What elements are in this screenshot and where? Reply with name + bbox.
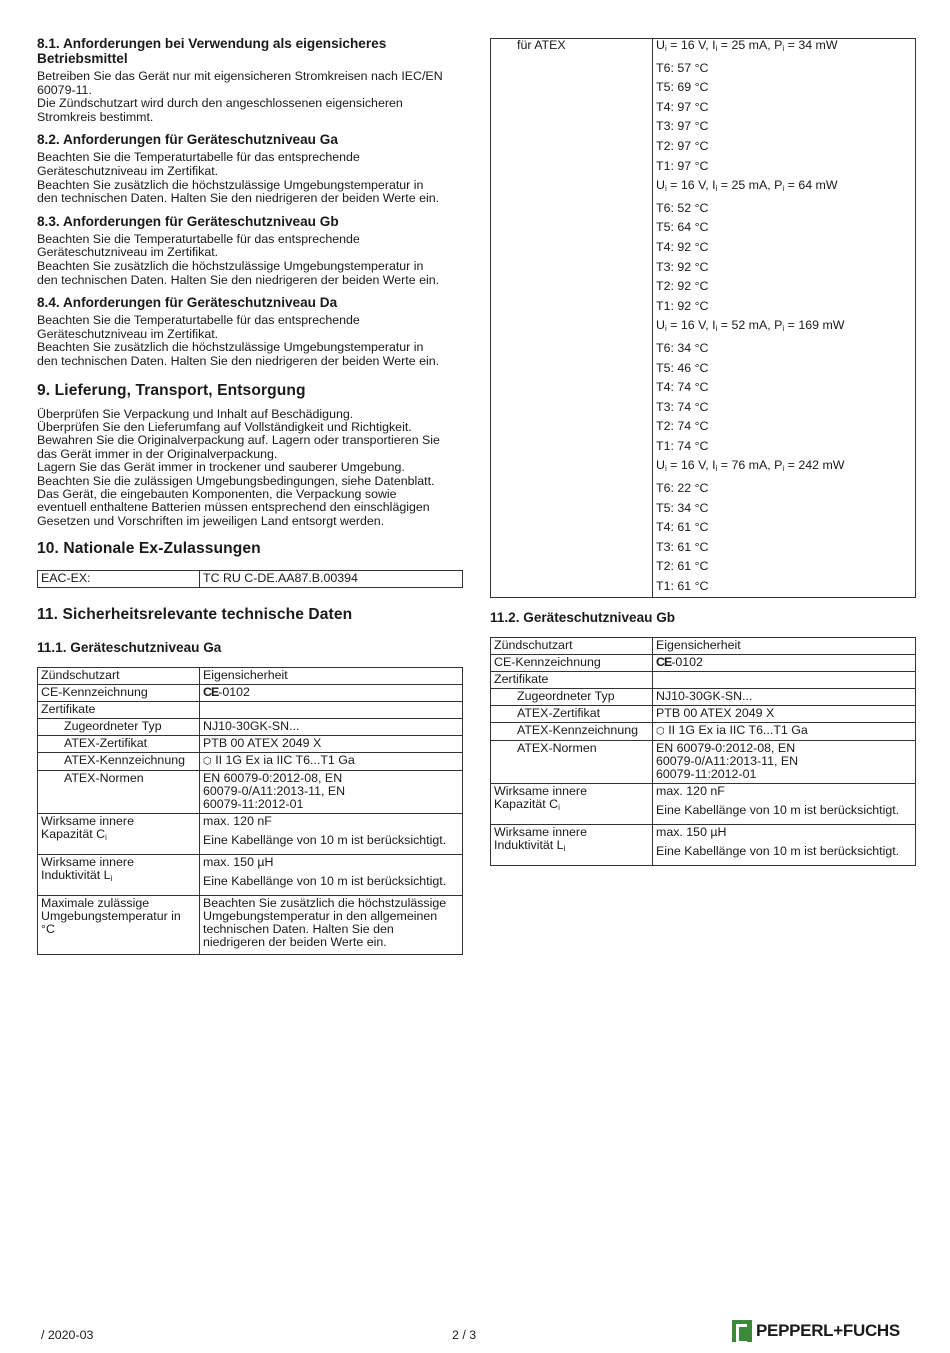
text-line: max. 150 µH (656, 824, 727, 839)
table-row (491, 258, 916, 278)
text-line: Geräteschutzniveau im Zertifikat. (37, 245, 219, 260)
table-row (491, 637, 916, 654)
table-cell (491, 59, 653, 79)
text: Induktivität L (494, 837, 564, 852)
table-row (491, 359, 916, 379)
text-line: Eine Kabellänge von 10 m ist berücksichtigt. (656, 802, 900, 817)
brand-logo (732, 1320, 900, 1342)
text-line (494, 839, 648, 855)
atex-temperature-table (490, 38, 916, 598)
table-row (38, 702, 463, 719)
text-line: Geräteschutzniveau im Zertifikat. (37, 326, 219, 341)
text-line: Die Zündschutzart wird durch den angeschlossenen eigensicheren (37, 96, 403, 111)
section-8-4 (37, 295, 463, 368)
table-cell: T5: 64 °C (653, 218, 916, 238)
table-row (491, 722, 916, 740)
section-8-1-title-line-2: Betriebsmittel (37, 51, 128, 66)
table-cell: Zertifikate (491, 671, 653, 688)
text-line: Stromkreis bestimmt. (37, 109, 154, 124)
text-line: Wirksame innere (494, 783, 587, 798)
section-10-title: 10. Nationale Ex-Zulassungen (37, 540, 261, 558)
table-cell (491, 176, 653, 199)
table-cell (653, 654, 916, 671)
table-row (491, 117, 916, 137)
table-row (38, 855, 463, 896)
table-cell (491, 783, 653, 824)
table-cell: T1: 61 °C (653, 577, 916, 597)
paragraph (37, 233, 463, 287)
table-cell: T4: 92 °C (653, 238, 916, 258)
text-line: 60079-11. (37, 82, 92, 97)
text-line: niedrigeren der beiden Werte ein. (203, 935, 387, 950)
table-cell: $U_i = 16$ V, $I_i = 52$ mA, $P_i = 169$ mW (653, 316, 916, 339)
table-cell (491, 479, 653, 499)
table-cell (38, 855, 200, 896)
brand-name: PEPPERL+FUCHS (756, 1321, 900, 1340)
ga-table (37, 667, 463, 955)
table-cell: T3: 74 °C (653, 398, 916, 418)
table-cell: ATEX-Kennzeichnung (491, 722, 653, 740)
text-line: Beachten Sie zusätzlich die höchstzulässige Umgebungstemperatur in (37, 340, 424, 355)
table-cell (491, 117, 653, 137)
table-row (38, 771, 463, 814)
table-row (491, 218, 916, 238)
table-cell (491, 417, 653, 437)
ex-approval-table (37, 570, 463, 588)
table-cell: T4: 74 °C (653, 378, 916, 398)
text-line: Wirksame innere (41, 855, 134, 870)
table-row (491, 59, 916, 79)
section-8-1 (37, 36, 463, 124)
footer-page-number: 2 / 3 (452, 1328, 477, 1342)
text-line: den technischen Daten. Halten Sie den niedrigeren der beiden Werte ein. (37, 191, 440, 206)
table-row (491, 479, 916, 499)
table-cell (653, 783, 916, 824)
table-cell: PTB 00 ATEX 2049 X (200, 736, 463, 753)
section-8-3 (37, 214, 463, 287)
table-row (491, 740, 916, 783)
table-cell: T6: 57 °C (653, 59, 916, 79)
atex-marking: II 1G Ex ia IIC T6...T1 Ga (215, 753, 355, 768)
table-cell: T2: 92 °C (653, 277, 916, 297)
section-10 (37, 540, 463, 588)
ex-hexagon-icon: ⬡ (203, 756, 212, 768)
paragraph (37, 408, 463, 529)
text-line: Bewahren Sie die Originalverpackung auf. Lagern oder transportieren Sie (37, 433, 440, 448)
table-cell: ATEX-Zertifikat (38, 736, 200, 753)
table-cell: $U_i = 16$ V, $I_i = 25$ mA, $P_i = 34$ mW (653, 39, 916, 59)
section-9 (37, 382, 463, 529)
table-row (38, 814, 463, 855)
text: Induktivität L (41, 868, 111, 883)
text-line: Geräteschutzniveau im Zertifikat. (37, 163, 219, 178)
text-line: EN 60079-0:2012-08, EN (203, 771, 343, 786)
text: Kapazität C (494, 796, 559, 811)
table-cell: NJ10-30GK-SN... (653, 688, 916, 705)
table-row (491, 316, 916, 339)
table-cell (491, 499, 653, 519)
table-cell: T6: 52 °C (653, 199, 916, 219)
table-cell: ATEX-Normen (491, 740, 653, 783)
table-cell (38, 814, 200, 855)
text-line: 60079-0/A11:2013-11, EN (203, 784, 346, 799)
text-line: Beachten Sie zusätzlich die höchstzulässige Umgebungstemperatur in (37, 177, 424, 192)
table-cell: ATEX-Normen (38, 771, 200, 814)
table-row (491, 277, 916, 297)
table-row (491, 417, 916, 437)
table-cell (491, 518, 653, 538)
table-row (38, 896, 463, 955)
table-cell (200, 896, 463, 955)
text-line: Beachten Sie die zulässigen Umgebungsbedingungen, siehe Datenblatt. (37, 473, 435, 488)
table-cell: T2: 74 °C (653, 417, 916, 437)
text-line: Beachten Sie die Temperaturtabelle für das entsprechende (37, 313, 360, 328)
table-cell (491, 238, 653, 258)
table-row (38, 685, 463, 702)
table-cell: T5: 69 °C (653, 78, 916, 98)
footer-date: / 2020-03 (41, 1328, 94, 1342)
table-row (38, 668, 463, 685)
table-cell: CE-Kennzeichnung (38, 685, 200, 702)
table-cell (200, 702, 463, 719)
atex-marking: II 1G Ex ia IIC T6...T1 Ga (668, 722, 808, 737)
text-line: EN 60079-0:2012-08, EN (656, 740, 796, 755)
table-cell (491, 398, 653, 418)
table-cell: T4: 97 °C (653, 98, 916, 118)
subscript: i (563, 843, 566, 853)
table-cell: $U_i = 16$ V, $I_i = 25$ mA, $P_i = 64$ mW (653, 176, 916, 199)
table-cell (491, 557, 653, 577)
text: Kapazität C (41, 827, 106, 842)
text-line: Eine Kabellänge von 10 m ist berücksichtigt. (203, 874, 447, 889)
table-cell: Zugeordneter Typ (491, 688, 653, 705)
table-cell (491, 378, 653, 398)
table-cell: Zündschutzart (491, 637, 653, 654)
table-cell (491, 218, 653, 238)
ce-mark-icon: CE (656, 654, 672, 669)
text-line: Beachten Sie zusätzlich die höchstzulässige Umgebungstemperatur in (37, 258, 424, 273)
gb-table (490, 637, 916, 866)
table-cell (200, 771, 463, 814)
text-line: Gesetzen und Vorschriften im jeweiligen Land entsorgt werden. (37, 513, 385, 528)
text-line: den technischen Daten. Halten Sie den niedrigeren der beiden Werte ein. (37, 272, 440, 287)
table-cell: Zertifikate (38, 702, 200, 719)
table-row (491, 157, 916, 177)
table-cell (491, 437, 653, 457)
text-line: eventuell enthaltene Batterien müssen entsprechend den einschlägigen (37, 500, 430, 515)
text-line: Umgebungstemperatur in (41, 909, 181, 924)
table-cell: T5: 34 °C (653, 499, 916, 519)
table-cell (491, 78, 653, 98)
text-line: Betreiben Sie das Gerät nur mit eigensicheren Stromkreisen nach IEC/EN (37, 69, 443, 83)
table-cell: $U_i = 16$ V, $I_i = 76$ mA, $P_i = 242$ mW (653, 456, 916, 479)
left-column (37, 36, 463, 955)
table-cell (200, 814, 463, 855)
table-row (38, 719, 463, 736)
table-cell (653, 740, 916, 783)
table-cell: T3: 92 °C (653, 258, 916, 278)
section-8-3-title: 8.3. Anforderungen für Geräteschutzniveau Gb (37, 213, 339, 229)
text-line: max. 120 nF (656, 783, 725, 798)
text-line: max. 150 µH (203, 855, 274, 870)
table-row (38, 753, 463, 771)
table-cell (653, 824, 916, 865)
table-cell (491, 577, 653, 597)
paragraph (37, 70, 463, 124)
table-row (491, 238, 916, 258)
text-line: 60079-11:2012-01 (656, 766, 757, 781)
table-cell (491, 157, 653, 177)
text-line: Beachten Sie zusätzlich die höchstzulässige (203, 896, 447, 911)
table-row (491, 437, 916, 457)
table-cell: T6: 34 °C (653, 339, 916, 359)
table-cell: ATEX-Kennzeichnung (38, 753, 200, 771)
table-cell (200, 753, 463, 771)
section-11-2-title: 11.2. Geräteschutzniveau Gb (490, 609, 676, 625)
table-cell: T1: 92 °C (653, 297, 916, 317)
table-row (491, 339, 916, 359)
text-line (494, 798, 648, 814)
text-line: 60079-0/A11:2013-11, EN (656, 753, 799, 768)
text-line: Überprüfen Sie den Lieferumfang auf Vollständigkeit und Richtigkeit. (37, 419, 412, 434)
table-cell (491, 824, 653, 865)
text-line: Wirksame innere (494, 824, 587, 839)
table-row (491, 98, 916, 118)
table-cell (38, 896, 200, 955)
table-row (491, 783, 916, 824)
table-cell (653, 722, 916, 740)
table-cell (200, 855, 463, 896)
table-cell: T6: 22 °C (653, 479, 916, 499)
text-line: 60079-11:2012-01 (203, 797, 304, 812)
text-line: das Gerät immer in der Originalverpackung. (37, 446, 278, 461)
section-11-title: 11. Sicherheitsrelevante technische Daten (37, 606, 353, 624)
table-cell: CE-Kennzeichnung (491, 654, 653, 671)
text-line: Beachten Sie die Temperaturtabelle für das entsprechende (37, 231, 360, 246)
table-row (491, 577, 916, 597)
text-line: Eine Kabellänge von 10 m ist berücksichtigt. (203, 833, 447, 848)
text-line (41, 828, 195, 844)
table-cell: für ATEX (491, 39, 653, 59)
table-cell (491, 199, 653, 219)
table-cell (491, 277, 653, 297)
section-11-1-title: 11.1. Geräteschutzniveau Ga (37, 640, 222, 656)
table-cell: Eigensicherheit (653, 637, 916, 654)
text-line: Maximale zulässige (41, 896, 150, 911)
table-cell: T2: 97 °C (653, 137, 916, 157)
table-row (491, 688, 916, 705)
table-row (491, 137, 916, 157)
table-cell (491, 258, 653, 278)
ce-number: -0102 (218, 685, 250, 700)
table-cell (491, 359, 653, 379)
table-row (491, 176, 916, 199)
table-cell (491, 456, 653, 479)
table-row (491, 39, 916, 59)
table-row (491, 78, 916, 98)
text-line: Eine Kabellänge von 10 m ist berücksichtigt. (656, 843, 900, 858)
table-row (491, 499, 916, 519)
table-row (491, 824, 916, 865)
table-cell: PTB 00 ATEX 2049 X (653, 705, 916, 722)
text-line: Überprüfen Sie Verpackung und Inhalt auf Beschädigung. (37, 406, 354, 421)
table-row (38, 736, 463, 753)
section-8-2-title: 8.2. Anforderungen für Geräteschutzniveau Ga (37, 132, 338, 148)
table-cell: T1: 97 °C (653, 157, 916, 177)
ce-mark-icon: CE (203, 685, 219, 700)
table-cell (491, 316, 653, 339)
table-cell: T4: 61 °C (653, 518, 916, 538)
table-cell: NJ10-30GK-SN... (200, 719, 463, 736)
table-cell (491, 538, 653, 558)
table-row (491, 557, 916, 577)
section-8-2 (37, 132, 463, 205)
table-cell: Eigensicherheit (200, 668, 463, 685)
text-line: Wirksame innere (41, 814, 134, 829)
table-row (491, 456, 916, 479)
table-cell: T2: 61 °C (653, 557, 916, 577)
table-cell: Zugeordneter Typ (38, 719, 200, 736)
pf-logo-icon (732, 1320, 752, 1342)
table-cell (491, 339, 653, 359)
table-row (491, 378, 916, 398)
text-line (41, 869, 195, 885)
text-line: Umgebungstemperatur in den allgemeinen (203, 909, 438, 924)
table-cell: T5: 46 °C (653, 359, 916, 379)
table-cell: T3: 61 °C (653, 538, 916, 558)
paragraph (37, 151, 463, 205)
subscript: i (558, 802, 560, 812)
section-8-1-title (37, 36, 463, 66)
table-row (491, 398, 916, 418)
text-line: den technischen Daten. Halten Sie den niedrigeren der beiden Werte ein. (37, 353, 440, 368)
table-cell: Zündschutzart (38, 668, 200, 685)
table-cell: EAC-EX: (38, 571, 200, 588)
table-cell: T3: 97 °C (653, 117, 916, 137)
table-row (491, 705, 916, 722)
text-line: max. 120 nF (203, 814, 272, 829)
table-cell (200, 685, 463, 702)
text-line: Das Gerät, die eingebauten Komponenten, die Verpackung sowie (37, 486, 397, 501)
section-9-title: 9. Lieferung, Transport, Entsorgung (37, 381, 306, 399)
paragraph (37, 314, 463, 368)
text-line: Beachten Sie die Temperaturtabelle für das entsprechende (37, 150, 360, 165)
table-cell (491, 137, 653, 157)
text-line: °C (41, 922, 55, 937)
section-8-1-title-line-1: 8.1. Anforderungen bei Verwendung als eigensicheres (37, 36, 387, 51)
ce-number: -0102 (671, 654, 703, 669)
right-column (490, 38, 916, 866)
table-cell: ATEX-Zertifikat (491, 705, 653, 722)
table-cell (491, 297, 653, 317)
text-line: technischen Daten. Halten Sie den (203, 922, 394, 937)
table-cell: T1: 74 °C (653, 437, 916, 457)
table-cell (653, 671, 916, 688)
subscript: i (110, 874, 113, 884)
table-row (491, 671, 916, 688)
text-line: Lagern Sie das Gerät immer in trockener und sauberer Umgebung. (37, 460, 405, 475)
table-row (491, 297, 916, 317)
ex-hexagon-icon: ⬡ (656, 725, 665, 737)
section-8-4-title: 8.4. Anforderungen für Geräteschutzniveau Da (37, 295, 338, 311)
table-row (491, 654, 916, 671)
table-row (491, 199, 916, 219)
table-cell (491, 98, 653, 118)
table-row (491, 538, 916, 558)
table-row (38, 571, 463, 588)
subscript: i (105, 833, 107, 843)
table-row (491, 518, 916, 538)
table-cell: TC RU C-DE.AA87.B.00394 (200, 571, 463, 588)
